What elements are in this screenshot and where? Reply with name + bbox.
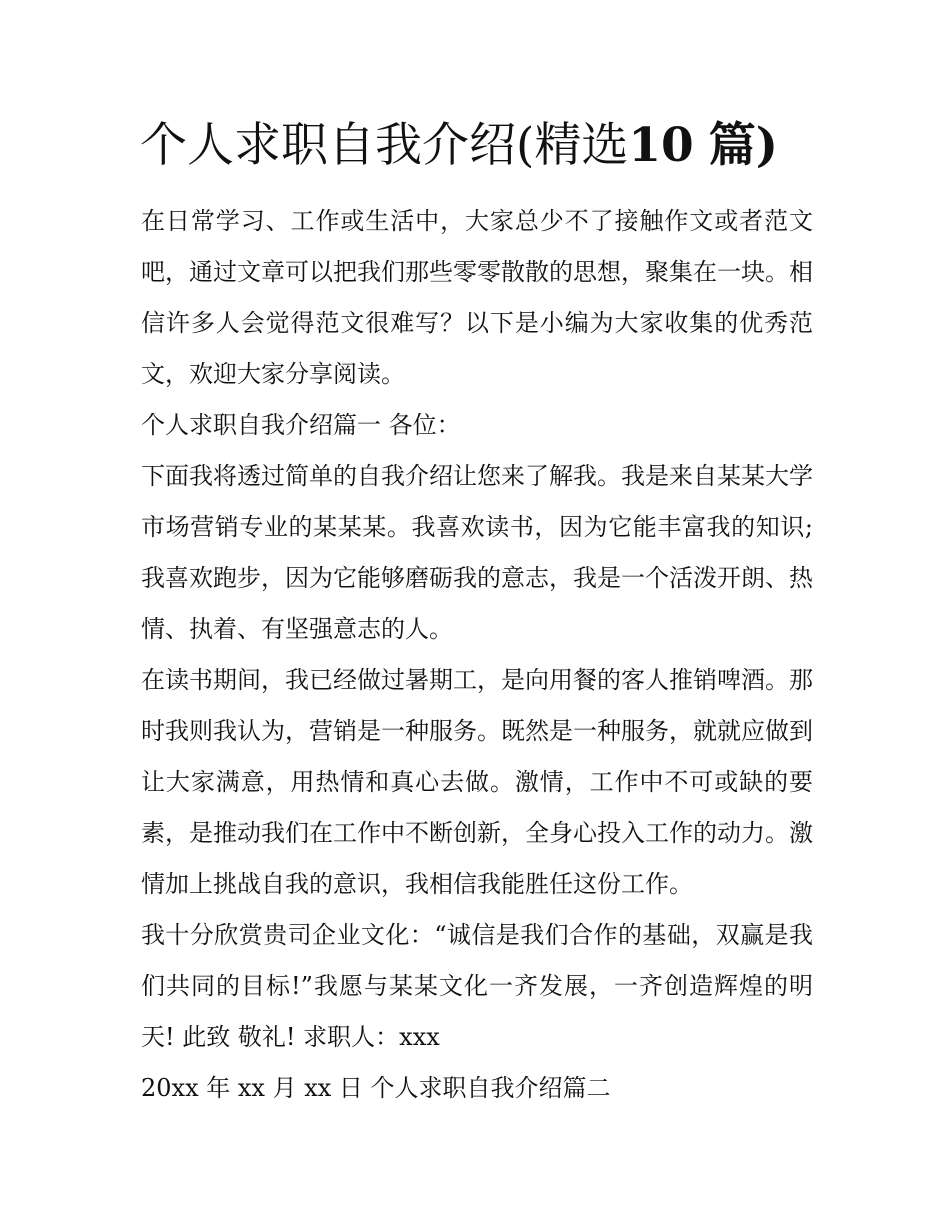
- title-space: [694, 118, 709, 173]
- document-body: [141, 196, 813, 1114]
- title-suffix: 篇): [708, 118, 778, 173]
- title-number: 10: [628, 118, 694, 173]
- intro-paragraph: 在日常学习、工作或生活中，大家总少不了接触作文或者范文吧，通过文章可以把我们那些零零散散的思想，聚集在一块。相信许多人会觉得范文很难写？以下是小编为大家收集的优秀范文，欢迎大家分享阅读。: [141, 207, 813, 388]
- document-title: [140, 112, 820, 180]
- self-introduction-paragraph: 下面我将透过简单的自我介绍让您来了解我。我是来自某某大学市场营销专业的某某某。我喜欢读书，因为它能丰富我的知识;我喜欢跑步，因为它能够磨砺我的意志，我是一个活泼开朗、热情、执着、有坚强意志的人。: [141, 462, 813, 643]
- date-and-next-section: 20xx 年 xx 月 xx 日 个人求职自我介绍篇二: [141, 1074, 611, 1102]
- section-heading-1: 个人求职自我介绍篇一 各位：: [141, 411, 461, 439]
- experience-paragraph: 在读书期间，我已经做过暑期工，是向用餐的客人推销啤酒。那时我则我认为，营销是一种服务。既然是一种服务，就就应做到让大家满意，用热情和真心去做。激情，工作中不可或缺的要素，是推动我们在工作中不断创新，全身心投入工作的动力。激情加上挑战自我的意识，我相信我能胜任这份工作。: [141, 666, 813, 898]
- closing-paragraph: 我十分欣赏贵司企业文化：“诚信是我们合作的基础，双赢是我们共同的目标!”我愿与某某文化一齐发展，一齐创造辉煌的明天! 此致 敬礼! 求职人：xxx: [141, 921, 813, 1051]
- title-prefix: 个人求职自我介绍(精选: [140, 118, 629, 173]
